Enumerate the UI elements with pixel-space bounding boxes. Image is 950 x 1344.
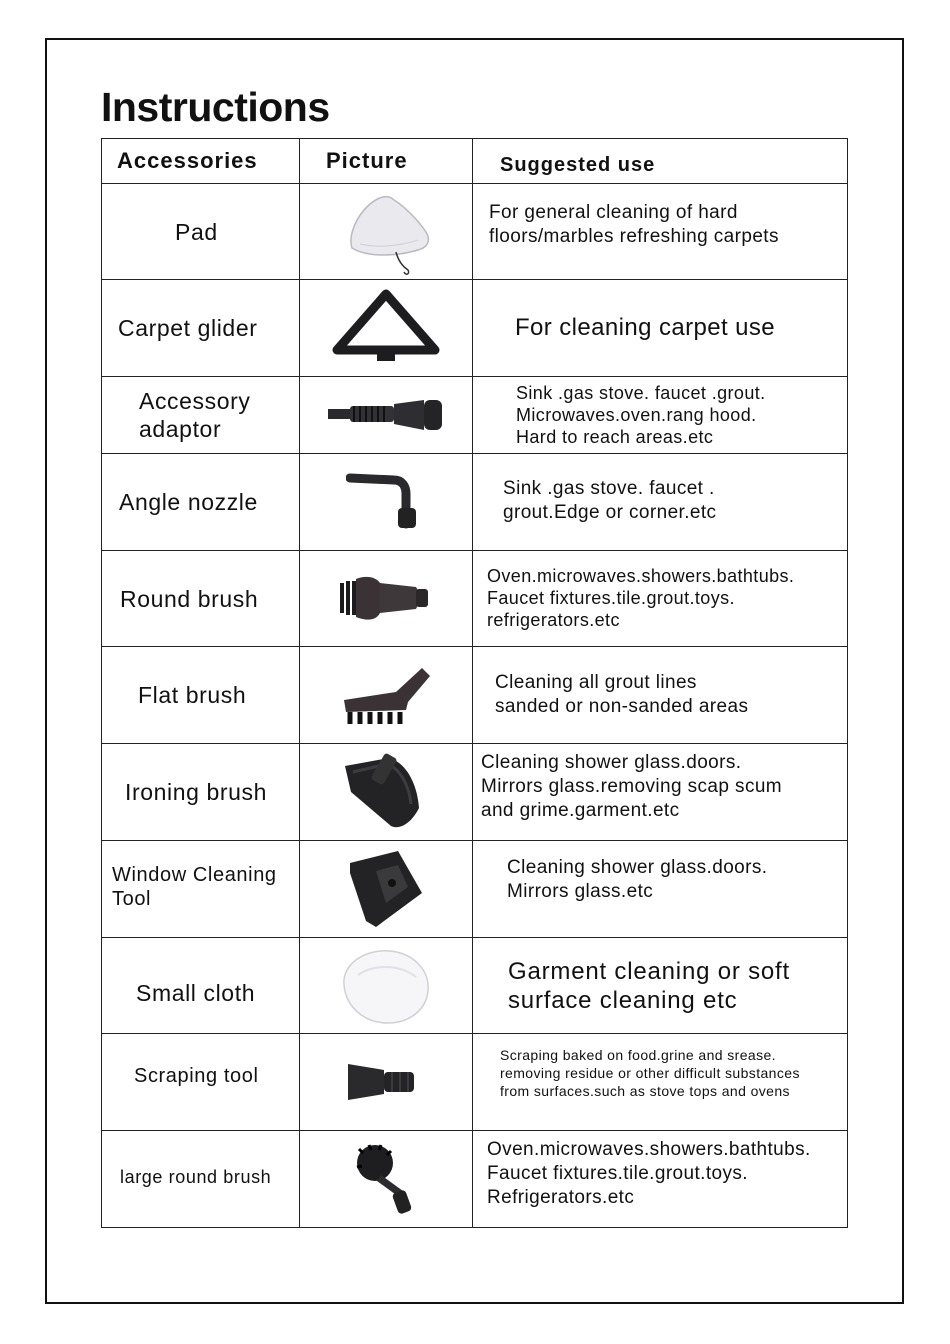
- suggested-use: [473, 377, 848, 454]
- picture-cell: [300, 1131, 473, 1228]
- picture-cell: [300, 184, 473, 280]
- accessory-name: [102, 938, 300, 1034]
- picture-cell: [300, 377, 473, 454]
- picture-cell: [300, 454, 473, 551]
- accessory-name-text: Carpet glider: [118, 315, 258, 341]
- header-accessories: Accessories: [102, 139, 300, 184]
- picture-cell: [300, 647, 473, 744]
- accessory-name: [102, 280, 300, 377]
- suggested-use-text: For general cleaning of hard floors/marbles refreshing carpets: [489, 201, 779, 247]
- accessory-name: [102, 184, 300, 280]
- large-round-brush-icon: [300, 1141, 472, 1217]
- accessory-name: [102, 454, 300, 551]
- suggested-use: [473, 280, 848, 377]
- header-suggested-use: Suggested use: [473, 139, 848, 184]
- accessory-adaptor-icon: [300, 392, 472, 438]
- table-row: [102, 938, 848, 1034]
- suggested-use: [473, 184, 848, 280]
- table-row: [102, 551, 848, 647]
- table-row: [102, 377, 848, 454]
- accessory-name-text: Angle nozzle: [119, 489, 258, 515]
- accessory-name-text: Small cloth: [136, 979, 256, 1006]
- page-title: Instructions: [101, 84, 330, 130]
- suggested-use-text: Cleaning shower glass.doors. Mirrors glass.etc: [507, 857, 768, 902]
- accessory-name-text: Ironing brush: [125, 779, 268, 805]
- picture-cell: [300, 551, 473, 647]
- accessory-name: [102, 551, 300, 647]
- suggested-use: [473, 454, 848, 551]
- picture-cell: [300, 744, 473, 841]
- picture-cell: [300, 938, 473, 1034]
- carpet-glider-icon: [300, 288, 472, 368]
- table-row: [102, 280, 848, 377]
- flat-brush-icon: [300, 662, 472, 728]
- table-row: [102, 841, 848, 938]
- picture-cell: [300, 280, 473, 377]
- suggested-use: [473, 1131, 848, 1228]
- accessory-name-text: Flat brush: [138, 682, 247, 708]
- accessory-name-text: Scraping tool: [134, 1065, 259, 1087]
- suggested-use-text: For cleaning carpet use: [515, 314, 776, 341]
- accessory-name: [102, 744, 300, 841]
- accessory-name: [102, 1034, 300, 1131]
- angle-nozzle-icon: [300, 472, 472, 532]
- accessory-name: [102, 1131, 300, 1228]
- accessory-name-text: Window Cleaning Tool: [112, 864, 277, 910]
- accessory-name: [102, 377, 300, 454]
- accessory-name: [102, 647, 300, 744]
- suggested-use-text: Scraping baked on food.grine and srease. removing residue or other difficult substances from surfaces.such as stove tops and ovens: [500, 1047, 800, 1099]
- header-picture: Picture: [300, 139, 473, 184]
- small-cloth-icon: [300, 945, 472, 1027]
- suggested-use: [473, 1034, 848, 1131]
- suggested-use-text: Cleaning shower glass.doors. Mirrors glass.removing scap scum and grime.garment.etc: [481, 752, 783, 821]
- pad-icon: [300, 186, 472, 278]
- suggested-use: [473, 938, 848, 1034]
- table-row: [102, 1131, 848, 1228]
- accessory-name-text: Accessory adaptor: [139, 388, 251, 442]
- table-row: [102, 454, 848, 551]
- suggested-use-text: Sink .gas stove. faucet . grout.Edge or corner.etc: [503, 478, 717, 523]
- accessories-table: [101, 138, 848, 1228]
- suggested-use-text: Cleaning all grout lines sanded or non-sanded areas: [495, 672, 749, 717]
- suggested-use: [473, 744, 848, 841]
- suggested-use-text: Oven.microwaves.showers.bathtubs. Faucet fixtures.tile.grout.toys. Refrigerators.etc: [487, 1139, 811, 1208]
- scraping-tool-icon: [300, 1060, 472, 1104]
- accessory-name: [102, 841, 300, 938]
- table-row: [102, 1034, 848, 1131]
- accessory-name-text: Round brush: [120, 585, 259, 612]
- suggested-use-text: Sink .gas stove. faucet .grout. Microwaves.oven.rang hood. Hard to reach areas.etc: [516, 383, 766, 447]
- picture-cell: [300, 1034, 473, 1131]
- accessory-name-text: Pad: [175, 218, 218, 245]
- table-row: [102, 744, 848, 841]
- table-header-row: [102, 139, 848, 184]
- picture-cell: [300, 841, 473, 938]
- suggested-use-text: Oven.microwaves.showers.bathtubs. Faucet fixtures.tile.grout.toys. refrigerators.etc: [487, 565, 795, 630]
- table-row: [102, 184, 848, 280]
- window-cleaning-tool-icon: [300, 847, 472, 931]
- suggested-use: [473, 841, 848, 938]
- ironing-brush-icon: [300, 752, 472, 832]
- round-brush-icon: [300, 571, 472, 627]
- suggested-use: [473, 647, 848, 744]
- accessory-name-text: large round brush: [120, 1167, 272, 1187]
- table-row: [102, 647, 848, 744]
- suggested-use: [473, 551, 848, 647]
- suggested-use-text: Garment cleaning or soft surface cleaning etc: [508, 957, 790, 1014]
